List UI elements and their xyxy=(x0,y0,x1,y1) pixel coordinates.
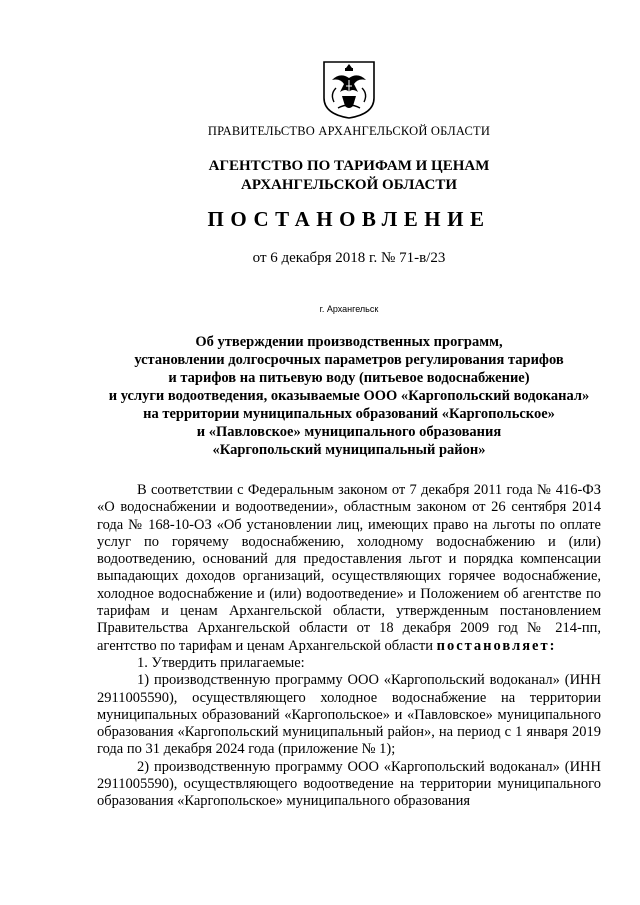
document-city: г. Архангельск xyxy=(319,304,379,314)
document-date-number: от 6 декабря 2018 г. № 71-в/23 xyxy=(252,250,446,266)
decree-word: постановляет: xyxy=(436,637,557,654)
subject-line: Об утверждении производственных программ, xyxy=(195,334,503,350)
agency-name xyxy=(0,157,640,195)
item-1-1: 1) производственную программу ООО «Каргопольский водоканал» (ИНН 2911005590), осуществляющего холодное водоснабжение на территории муниципальных образований «Каргопольское» и «Павловское» муниципального образования «Каргопольский муниципальный район», на период с 1 января 2019 года по 31 декабря 2024 года (приложение № 1); xyxy=(97,672,601,758)
document-title: ПОСТАНОВЛЕНИЕ xyxy=(207,207,491,231)
agency-name-line1: АГЕНТСТВО ПО ТАРИФАМ И ЦЕНАМ xyxy=(208,158,490,174)
subject-line: и тарифов на питьевую воду (питьевое водоснабжение) xyxy=(168,370,530,386)
subject-line: и «Павловское» муниципального образования xyxy=(196,424,502,440)
document-body xyxy=(97,482,601,811)
item-1-2: 2) производственную программу ООО «Каргопольский водоканал» (ИНН 2911005590), осуществляющего водоотведение на территории муниципального образования «Каргопольское» муниципального образования xyxy=(97,758,601,810)
document-subject xyxy=(100,333,598,459)
subject-line: и услуги водоотведения, оказываемые ООО «Каргопольский водоканал» xyxy=(108,388,590,404)
preamble-text: В соответствии с Федеральным законом от 7 декабря 2011 года № 416-ФЗ «О водоснабжении и водоотведении», областным законом от 26 сентября 2014 года № 168-10-ОЗ «Об установлении лиц, имеющих право на льготы по оплате услуг по горячему водоснабжению, холодному водоснабжению и (или) водоотведению, оснований для предоставления льгот и порядка компенсации выпадающих доходов организаций, осуществляющих горячее водоснабжение, холодное водоснабжение и (или) водоотведение» и Положением об агентстве по тарифам и ценам Архангельской области, утвержденным постановлением Правительства Архангельской области от 18 декабря 2009 год № 214-пп, агентство по тарифам и ценам Архангельской области xyxy=(97,482,601,654)
government-name: ПРАВИТЕЛЬСТВО АРХАНГЕЛЬСКОЙ ОБЛАСТИ xyxy=(207,124,491,138)
agency-name-line2: АРХАНГЕЛЬСКОЙ ОБЛАСТИ xyxy=(241,177,457,193)
subject-line: «Каргопольский муниципальный район» xyxy=(212,442,486,458)
arkhangelsk-coat-of-arms-icon xyxy=(318,58,380,120)
item-1: 1. Утвердить прилагаемые: xyxy=(137,654,305,671)
subject-line: на территории муниципальных образований «Каргопольское» xyxy=(143,406,555,422)
preamble-paragraph xyxy=(97,482,601,655)
subject-line: установлении долгосрочных параметров регулирования тарифов xyxy=(134,352,564,368)
